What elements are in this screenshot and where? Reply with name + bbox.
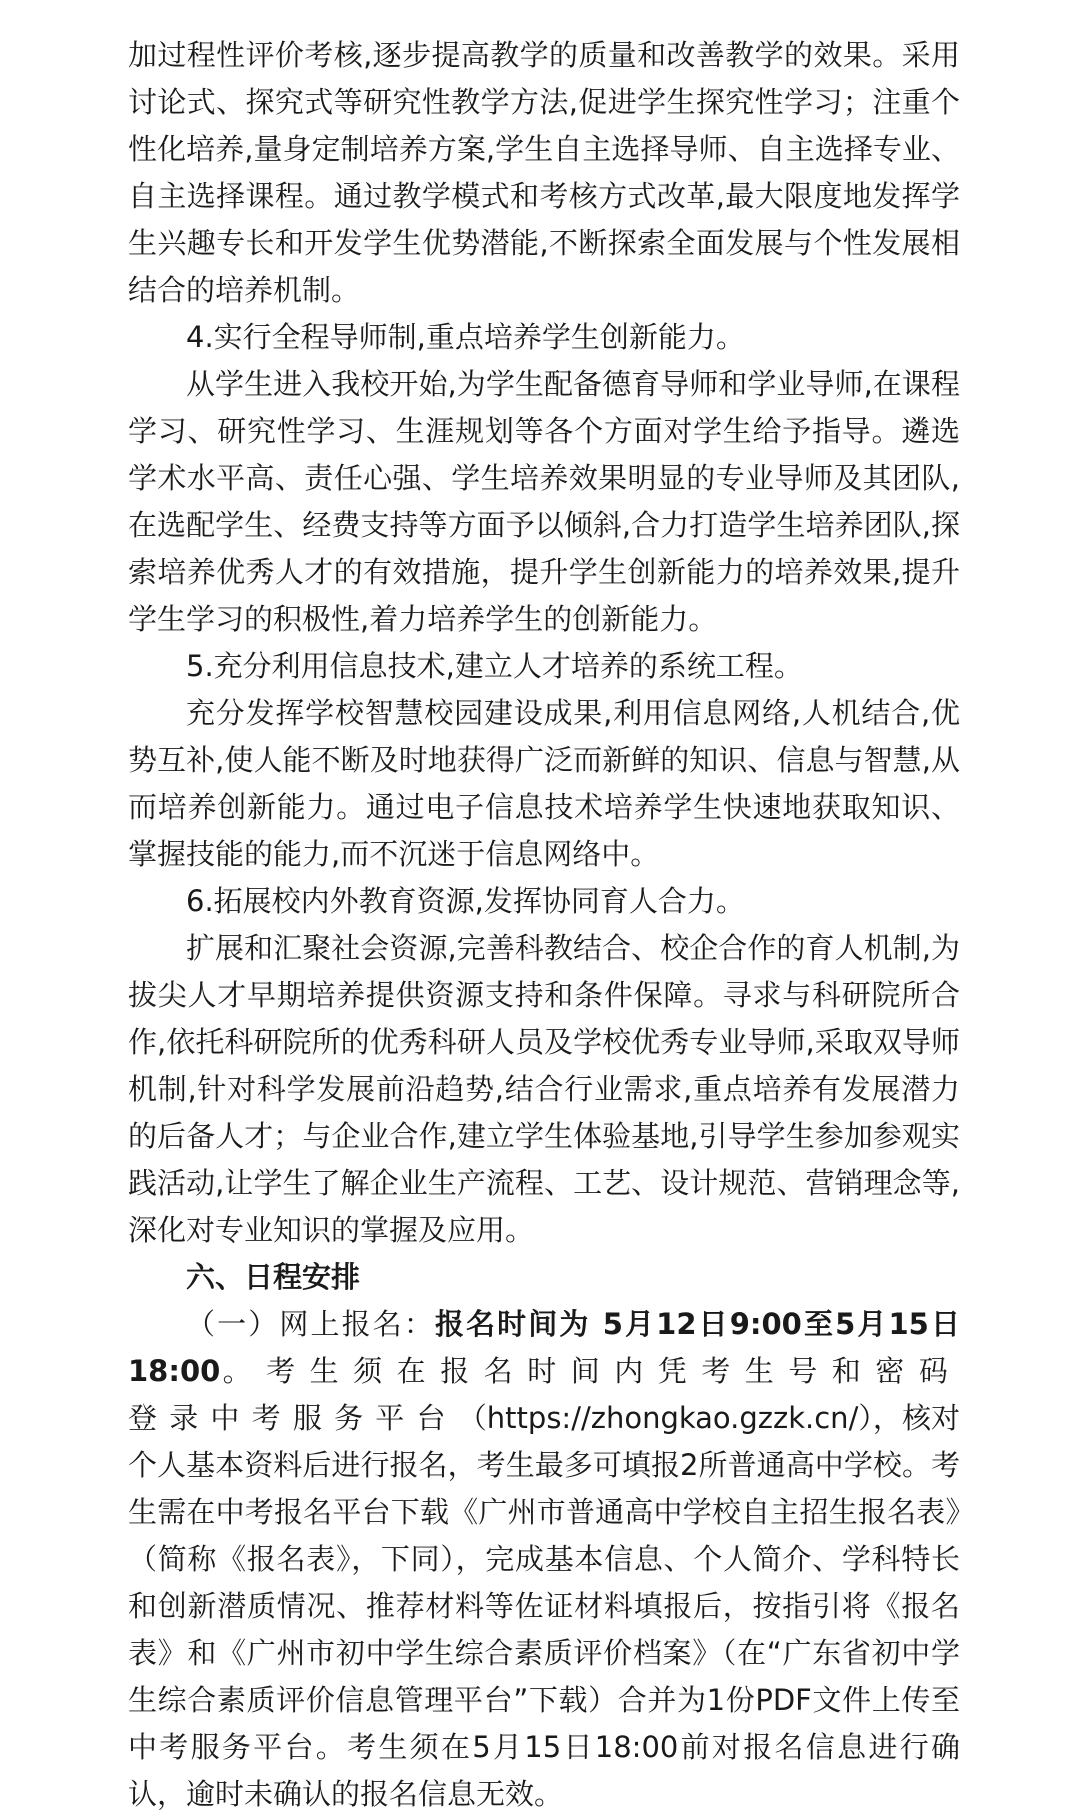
heading-item-4: 4.实行全程导师制,重点培养学生创新能力。 (186, 320, 745, 354)
registration-text-b: （https://zhongkao.gzzk.cn/），核对个人基本资料后进行报名，考生最多可填报2所普通高中学校。考生需在中考报名平台下载《广州市普通高中学校自主招生报名表》（简称《报名表》，下同），完成基本信息、个人简介、学科特长和创新潜质情况、推荐材料等佐证材料填报后，按指引将《报名表》和《广州市初中学生综合素质评价档案》（在“广东省初中学生综合素质评价信息管理平台”下载）合并为1份PDF文件上传至中考服务平台。考生须在5月15日18:00前对报名信息进行确认，逾时未确认的报名信息无效。 (128, 1401, 960, 1811)
registration-text-a: 。考生须在报名时间内凭考生号和密码登录中考服务平台 (128, 1354, 960, 1435)
paragraph-online-registration (128, 1301, 960, 1818)
paragraph-education-resources: 扩展和汇聚社会资源,完善科教结合、校企合作的育人机制,为拔尖人才早期培养提供资源支持和条件保障。寻求与科研院所合作,依托科研院所的优秀科研人员及学校优秀专业导师,采取双导师机制,针对科学发展前沿趋势,结合行业需求,重点培养有发展潜力的后备人才；与企业合作,建立学生体验基地,引导学生参加参观实践活动,让学生了解企业生产流程、工艺、设计规范、营销理念等,深化对专业知识的掌握及应用。 (128, 931, 960, 1247)
paragraph-information-technology: 充分发挥学校智慧校园建设成果,利用信息网络,人机结合,优势互补,使人能不断及时地获得广泛而新鲜的知识、信息与智慧,从而培养创新能力。通过电子信息技术培养学生快速地获取知识、掌握技能的能力,而不沉迷于信息网络中。 (128, 696, 960, 871)
paragraph-teaching-evaluation: 加过程性评价考核,逐步提高教学的质量和改善教学的效果。采用讨论式、探究式等研究性教学方法,促进学生探究性学习；注重个性化培养,量身定制培养方案,学生自主选择导师、自主选择专业、自主选择课程。通过教学模式和考核方式改革,最大限度地发挥学生兴趣专长和开发学生优势潜能,不断探索全面发展与个性发展相结合的培养机制。 (128, 38, 960, 307)
paragraph-mentor-system: 从学生进入我校开始,为学生配备德育导师和学业导师,在课程学习、研究性学习、生涯规划等各个方面对学生给予指导。遴选学术水平高、责任心强、学生培养效果明显的专业导师及其团队,在选配学生、经费支持等方面予以倾斜,合力打造学生培养团队,探索培养优秀人才的有效措施，提升学生创新能力的培养效果,提升学生学习的积极性,着力培养学生的创新能力。 (128, 367, 960, 636)
heading-item-5: 5.充分利用信息技术,建立人才培养的系统工程。 (186, 649, 803, 683)
document-page (128, 32, 960, 1818)
registration-label: （一）网上报名： (186, 1307, 435, 1341)
heading-item-6: 6.拓展校内外教育资源,发挥协同育人合力。 (186, 884, 745, 918)
section-heading-schedule: 六、日程安排 (186, 1260, 361, 1294)
registration-time: 报名时间为 5月12日9:00至5月15日18:00 (128, 1307, 960, 1388)
